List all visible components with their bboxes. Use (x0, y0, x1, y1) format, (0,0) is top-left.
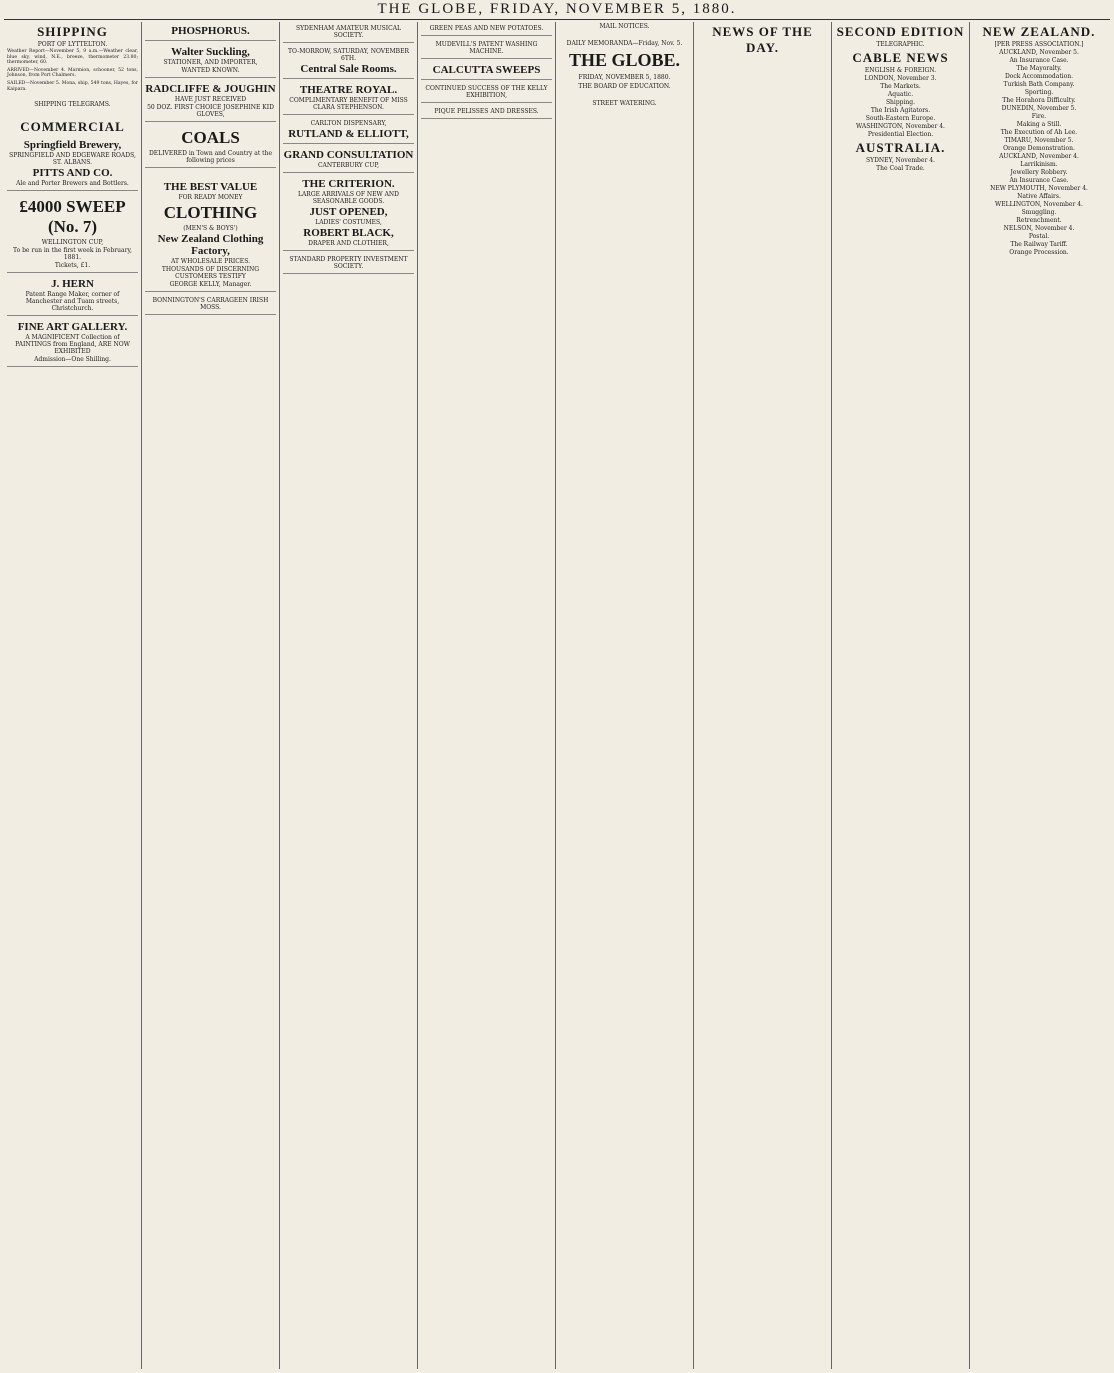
australia: AUSTRALIA. (855, 140, 946, 155)
mayoralty: The Mayoralty. (1016, 65, 1062, 72)
sporting: Sporting. (1024, 89, 1054, 96)
clothing-title: CLOTHING (163, 203, 258, 222)
ready-money: FOR READY MONEY (178, 194, 243, 201)
columns (4, 22, 1110, 1369)
suckling-sub: STATIONER, AND IMPORTER, (163, 59, 258, 66)
kelly-ad (421, 82, 552, 103)
making-still: Making a Still. (1016, 121, 1062, 128)
postal: Postal. (1028, 233, 1050, 240)
retrenchment: Retrenchment. (1016, 217, 1062, 224)
canterbury-cup: CANTERBURY CUP, (317, 162, 380, 169)
complimentary: COMPLIMENTARY BENEFIT OF MISS CLARA STEPHENSON. (289, 97, 408, 111)
radcliffe-ad (145, 80, 276, 122)
dock: Dock Accommodation. (1004, 73, 1074, 80)
larrikinism: Larrikinism. (1020, 161, 1058, 168)
consultation-ad (283, 146, 414, 173)
green-peas-ad (421, 22, 552, 36)
springfield-sub: SPRINGFIELD AND EDGEWARE ROADS, ST. ALBANS. (9, 151, 136, 166)
continued-success: CONTINUED SUCCESS OF THE KELLY EXHIBITION, (425, 85, 548, 99)
execution: The Execution of Ah Lee. (1000, 129, 1078, 136)
suckling-ad (145, 43, 276, 78)
shipping-heading: SHIPPING (37, 24, 108, 39)
turkish-bath: Turkish Bath Company. (1003, 81, 1075, 88)
wellington-dateline: WELLINGTON, November 4. (995, 201, 1083, 208)
weather-report: Weather Report—November 5, 9 a.m.—Weather clear, blue sky, wind, N.E., breeze, thermometer 23.80; thermometer, 60. (7, 49, 138, 66)
new-plymouth-dateline: NEW PLYMOUTH, November 4. (990, 185, 1088, 192)
hern-sub: Patent Range Maker, corner of Manchester and Tuam streets, Christchurch. (25, 290, 120, 312)
just-opened: JUST OPENED, (309, 206, 388, 218)
column-2 (142, 22, 280, 1369)
consultation-title: GRAND CONSULTATION (283, 149, 414, 161)
tomorrow-title: TO-MORROW, SATURDAY, NOVEMBER 6TH. (288, 48, 409, 62)
criterion-ad (283, 175, 414, 251)
presidential: Presidential Election. (867, 131, 934, 138)
springfield-title: Springfield Brewery, (23, 138, 122, 151)
native-affairs: Native Affairs. (1017, 193, 1061, 200)
markets: The Markets. (880, 83, 921, 90)
hern-ad (7, 275, 138, 316)
column-3 (280, 22, 418, 1369)
carlton-title: CARLTON DISPENSARY, (310, 120, 387, 127)
coals-title: COALS (181, 128, 240, 147)
street-watering: STREET WATERING. (592, 100, 657, 107)
horahora: The Horahora Difficulty. (1002, 97, 1076, 104)
sydney-dateline: SYDNEY, November 4. (866, 157, 935, 164)
bonnington-ad (145, 294, 276, 315)
phosphorus-ad (145, 22, 276, 41)
sweep-title: £4000 SWEEP (No. 7) (19, 196, 126, 236)
pitts-title: PITTS AND CO. (32, 166, 113, 179)
standard-property-ad (283, 253, 414, 274)
column-4 (418, 22, 556, 1369)
sydenham-ad (283, 22, 414, 43)
manager: GEORGE KELLY, Manager. (169, 281, 252, 288)
railway-tariff: The Railway Tariff. (1010, 241, 1068, 248)
daily-memoranda: DAILY MEMORANDA—Friday, Nov. 5. (566, 40, 683, 47)
irish-agitators: The Irish Agitators. (870, 107, 931, 114)
aquatic: Aquatic. (887, 91, 914, 98)
large-arrivals: LARGE ARRIVALS OF NEW AND SEASONABLE GOODS. (297, 191, 399, 205)
telegraphic: TELEGRAPHIC. (876, 41, 925, 48)
wholesale: AT WHOLESALE PRICES. (170, 258, 250, 265)
ladies-costumes: LADIES' COSTUMES, (315, 219, 382, 226)
south-eastern: South-Eastern Europe. (865, 115, 936, 122)
green-peas: GREEN PEAS AND NEW POTATOES. (429, 25, 544, 32)
sailed-notice: SAILED—November 5. Mona, ship, 549 tons, Hayes, for Kaipara. (7, 80, 138, 92)
globe-title: THE GLOBE. (568, 50, 681, 70)
shipping-filler (7, 94, 138, 100)
pique: PIQUE PELISSES AND DRESSES. (434, 108, 539, 115)
sweep-ad (7, 193, 138, 273)
shipping-subheading: PORT OF LYTTELTON. (37, 41, 108, 48)
robert-black: ROBERT BLACK, (303, 227, 394, 239)
central-sale: Central Sale Rooms. (300, 63, 397, 75)
masthead: THE GLOBE, FRIDAY, NOVEMBER 5, 1880. (377, 1, 737, 17)
gloves: 50 DOZ. FIRST CHOICE JOSEPHINE KID GLOVES, (147, 104, 274, 118)
best-value: THE BEST VALUE (163, 181, 258, 193)
press-association: [PER PRESS ASSOCIATION.] (994, 41, 1084, 48)
theatre-title: THEATRE ROYAL. (299, 84, 398, 96)
pique-ad (421, 105, 552, 119)
mail-notices: MAIL NOTICES. (599, 23, 650, 30)
jewellery: Jewellery Robbery. (1010, 169, 1068, 176)
commercial-heading: COMMERCIAL (20, 118, 125, 134)
mudevil: MUDEVILL'S PATENT WASHING MACHINE. (435, 41, 538, 55)
criterion-title: THE CRITERION. (302, 178, 395, 190)
nz-factory: New Zealand Clothing Factory, (157, 233, 264, 257)
shipping-telegrams-heading: SHIPPING TELEGRAMS. (34, 100, 111, 108)
radcliffe-sub: HAVE JUST RECEIVED (174, 96, 247, 103)
fire: Fire. (1031, 113, 1047, 120)
calcutta-title: CALCUTTA SWEEPS (432, 64, 541, 76)
carlton-ad (283, 117, 414, 144)
arrived-notice: ARRIVED—November 4. Marmion, schooner, 52 tons, Johnson, from Port Chalmers. (7, 67, 138, 79)
mudevil-ad (421, 38, 552, 59)
calcutta-ad (421, 61, 552, 80)
second-edition: SECOND EDITION (836, 24, 965, 39)
nz-heading: NEW ZEALAND. (982, 24, 1096, 39)
sweep-tickets: Tickets, £1. (54, 261, 91, 269)
coals-sub: DELIVERED in Town and Country at the following prices (148, 150, 273, 164)
auckland2-dateline: AUCKLAND, November 4. (999, 153, 1079, 160)
standard-property: STANDARD PROPERTY INVESTMENT SOCIETY. (289, 256, 408, 270)
phosphorus-title: PHOSPHORUS. (171, 25, 250, 37)
globe-date: FRIDAY, NOVEMBER 5, 1880. (578, 74, 671, 81)
shipping-cable: Shipping. (885, 99, 916, 106)
english-foreign: ENGLISH & FOREIGN. (864, 67, 937, 74)
bonnington-title: BONNINGTON'S CARRAGEEN IRISH MOSS. (152, 297, 269, 311)
rutland-title: RUTLAND & ELLIOTT, (288, 128, 409, 140)
orange-demo: Orange Demonstration. (1003, 145, 1075, 152)
admission: Admission—One Shilling. (34, 355, 111, 363)
orange-procession: Orange Procession. (1009, 249, 1069, 256)
smuggling: Smuggling. (1021, 209, 1057, 216)
masthead-rule (4, 19, 1110, 20)
customers: THOUSANDS OF DISCERNING CUSTOMERS TESTIFY (161, 266, 260, 280)
pitts-sub: Ale and Porter Brewers and Bottlers. (16, 179, 129, 187)
fine-art-title: FINE ART GALLERY. (17, 320, 128, 333)
radcliffe-title: RADCLIFFE & JOUGHIN (145, 83, 276, 95)
sweep-sub: WELLINGTON CUP, (41, 238, 104, 246)
column-6 (694, 22, 832, 1369)
column-5 (556, 22, 694, 1369)
london-dateline: LONDON, November 3. (864, 75, 937, 82)
column-7 (832, 22, 970, 1369)
fine-art-ad (7, 318, 138, 367)
wanted-known: WANTED KNOWN. (181, 67, 240, 74)
auckland-dateline: AUCKLAND, November 5. (999, 49, 1079, 56)
timaru-dateline: TIMARU, November 5. (1004, 137, 1074, 144)
tomorrow-ad (283, 45, 414, 79)
suckling-title: Walter Suckling, (171, 46, 250, 58)
sydenham-title: SYDENHAM AMATEUR MUSICAL SOCIETY. (295, 25, 402, 39)
coal-trade: The Coal Trade. (876, 165, 925, 172)
theatre-ad (283, 81, 414, 115)
news-heading: NEWS OF THE DAY. (712, 24, 813, 55)
sweep-note: To be run in the first week in February, 1881. (13, 246, 132, 261)
nelson-dateline: NELSON, November 4. (1003, 225, 1075, 232)
clothing-ad (145, 178, 276, 292)
insurance-case: An Insurance Case. (1009, 57, 1069, 64)
board-education: THE BOARD OF EDUCATION. (578, 83, 671, 90)
hern-title: J. HERN (51, 277, 94, 290)
column-8 (970, 22, 1108, 1369)
dunedin-dateline: DUNEDIN, November 5. (1001, 105, 1077, 112)
insurance2: An Insurance Case. (1009, 177, 1069, 184)
column-1 (4, 22, 142, 1369)
coals-ad (145, 124, 276, 168)
cable-news: CABLE NEWS (852, 50, 949, 65)
springfield-ad (7, 136, 138, 191)
fine-art-sub: A MAGNIFICENT Collection of PAINTINGS from England, ARE NOW EXHIBITED (15, 333, 130, 355)
washington-dateline: WASHINGTON, November 4. (856, 123, 945, 130)
draper: DRAPER AND CLOTHIER, (308, 240, 389, 247)
clothing-sub: (MEN'S & BOYS') (183, 225, 238, 232)
